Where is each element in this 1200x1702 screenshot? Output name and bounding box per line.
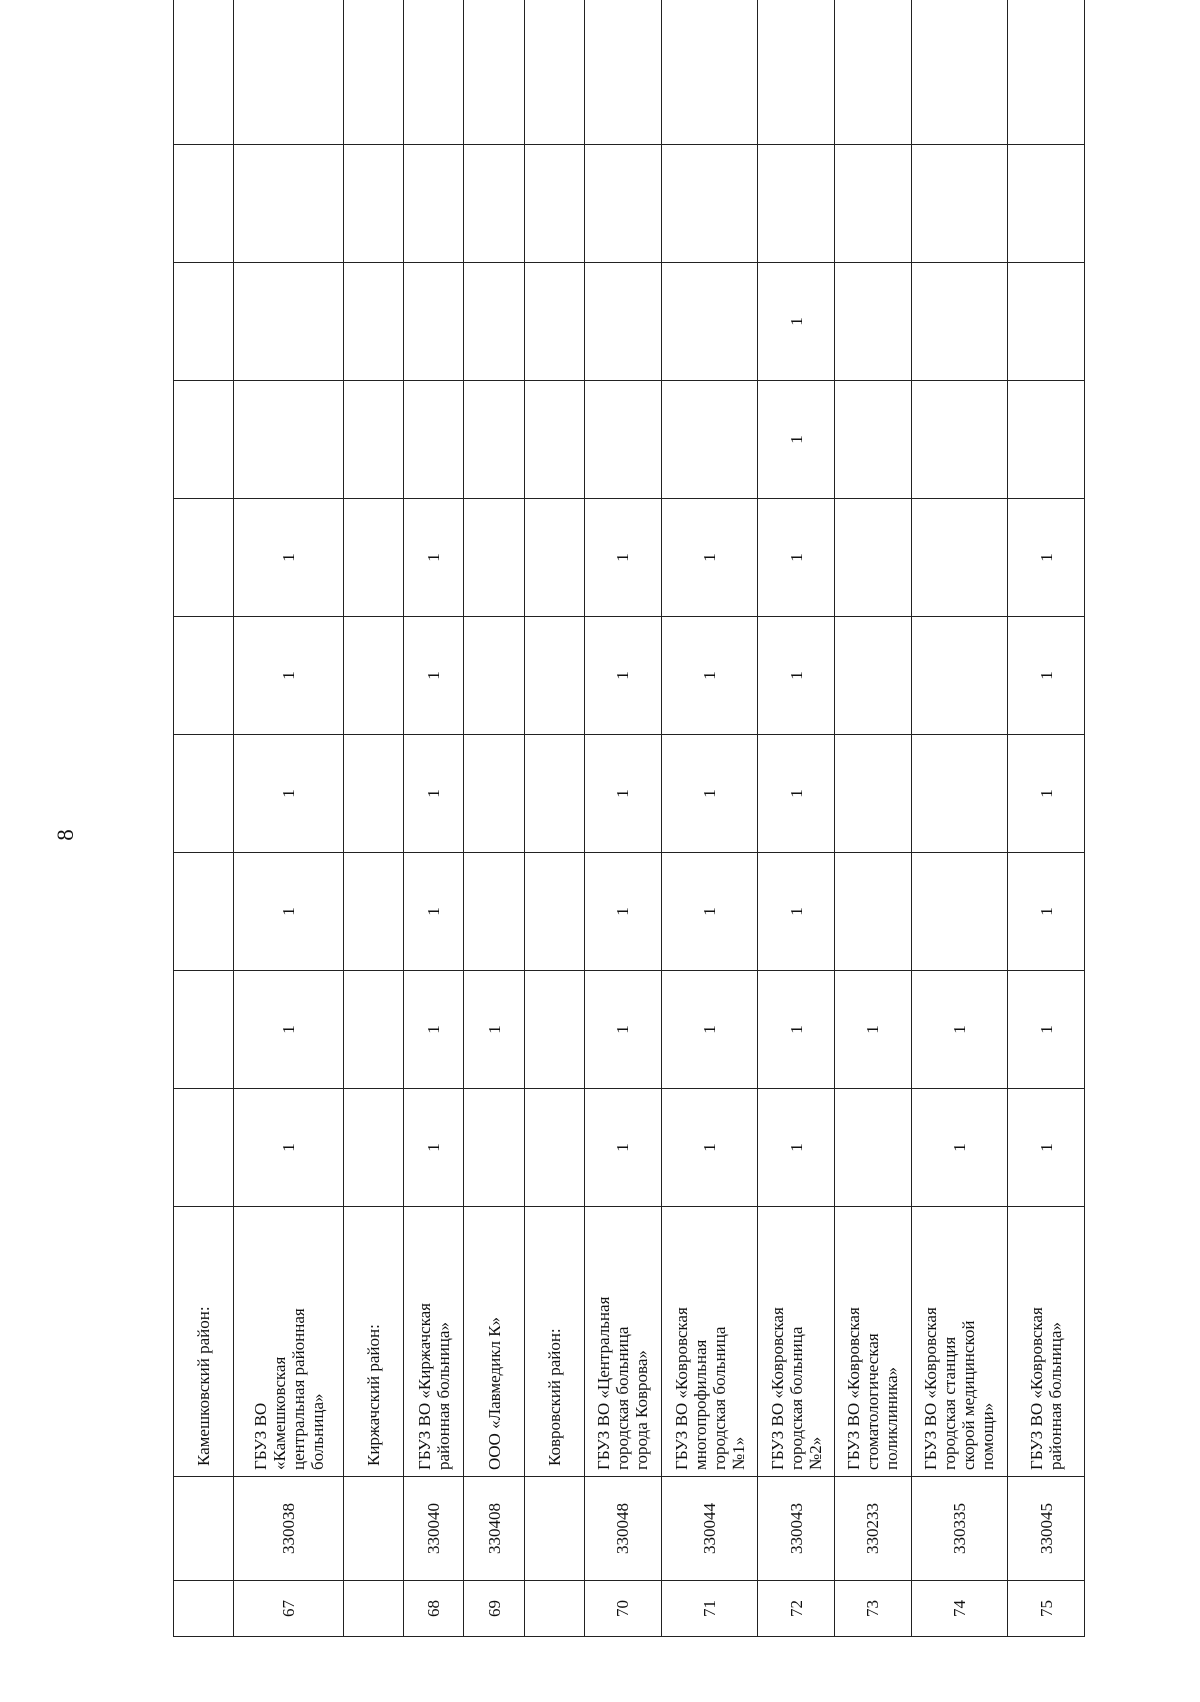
- mark-cell: [404, 0, 464, 145]
- mark-cell: [343, 617, 403, 735]
- facility-code: 330408: [464, 1477, 524, 1581]
- mark-cell: 1: [1008, 617, 1085, 735]
- mark-cell: [585, 0, 662, 145]
- mark-cell: [834, 263, 911, 381]
- mark-cell: [234, 263, 344, 381]
- mark-cell: 1: [911, 971, 1007, 1089]
- mark-cell: [234, 145, 344, 263]
- mark-cell: [234, 0, 344, 145]
- mark-cell: [174, 263, 234, 381]
- mark-cell: [234, 381, 344, 499]
- facility-name-text: ГБУЗ ВО «Камешковская центральная районная больница»: [250, 1308, 327, 1470]
- facility-code: 330043: [758, 1477, 835, 1581]
- row-number: 71: [661, 1581, 757, 1637]
- region-name: Ковровский район:: [524, 1207, 584, 1477]
- facility-name-text: ГБУЗ ВО «Ковровская районная больница»: [1027, 1307, 1066, 1470]
- facility-code: 330335: [911, 1477, 1007, 1581]
- rotated-table-frame: [173, 65, 1085, 1637]
- mark-cell: [911, 499, 1007, 617]
- mark-cell: 1: [234, 853, 344, 971]
- row-number: 69: [464, 1581, 524, 1637]
- mark-cell: 1: [758, 381, 835, 499]
- mark-cell: [174, 145, 234, 263]
- mark-cell: [911, 145, 1007, 263]
- mark-cell: [911, 263, 1007, 381]
- table-row: [464, 0, 524, 1637]
- mark-cell: 1: [404, 971, 464, 1089]
- facility-code: 330040: [404, 1477, 464, 1581]
- facility-name-text: ГБУЗ ВО «Ковровская многопрофильная городская больница №1»: [671, 1307, 748, 1470]
- mark-cell: [911, 0, 1007, 145]
- facility-name: [758, 1207, 835, 1477]
- mark-cell: 1: [585, 499, 662, 617]
- mark-cell: 1: [758, 853, 835, 971]
- row-number-cell: [174, 1581, 234, 1637]
- mark-cell: [1008, 145, 1085, 263]
- row-number: 67: [234, 1581, 344, 1637]
- mark-cell: 1: [404, 499, 464, 617]
- mark-cell: [174, 1089, 234, 1207]
- mark-cell: 1: [661, 853, 757, 971]
- mark-cell: [758, 145, 835, 263]
- mark-cell: [343, 263, 403, 381]
- table-row: [758, 0, 835, 1637]
- mark-cell: [174, 0, 234, 145]
- mark-cell: [464, 499, 524, 617]
- mark-cell: [1008, 263, 1085, 381]
- mark-cell: [524, 499, 584, 617]
- region-name: Киржачский район:: [343, 1207, 403, 1477]
- mark-cell: [464, 263, 524, 381]
- mark-cell: 1: [834, 971, 911, 1089]
- mark-cell: [524, 145, 584, 263]
- region-row: [343, 0, 403, 1637]
- mark-cell: 1: [758, 499, 835, 617]
- mark-cell: [404, 145, 464, 263]
- mark-cell: [834, 1089, 911, 1207]
- row-number: 73: [834, 1581, 911, 1637]
- mark-cell: [834, 735, 911, 853]
- facility-name-text: ООО «Лавмедикл К»: [484, 1316, 504, 1470]
- mark-cell: [464, 1089, 524, 1207]
- mark-cell: [524, 617, 584, 735]
- mark-cell: 1: [758, 617, 835, 735]
- row-number: 68: [404, 1581, 464, 1637]
- facility-name: [911, 1207, 1007, 1477]
- facility-name-text: ГБУЗ ВО «Ковровская стоматологическая поликлиника»: [844, 1307, 902, 1470]
- mark-cell: [585, 381, 662, 499]
- mark-cell: [464, 381, 524, 499]
- mark-cell: [343, 0, 403, 145]
- mark-cell: 1: [911, 1089, 1007, 1207]
- mark-cell: 1: [585, 971, 662, 1089]
- mark-cell: [174, 617, 234, 735]
- mark-cell: [343, 735, 403, 853]
- region-row: [524, 0, 584, 1637]
- mark-cell: 1: [758, 971, 835, 1089]
- mark-cell: 1: [585, 1089, 662, 1207]
- mark-cell: [464, 617, 524, 735]
- region-name: Камешковский район:: [174, 1207, 234, 1477]
- facility-name: [234, 1207, 344, 1477]
- mark-cell: [834, 499, 911, 617]
- rotated-table-content: [173, 65, 1085, 1637]
- facility-name: [661, 1207, 757, 1477]
- facility-code: 330045: [1008, 1477, 1085, 1581]
- mark-cell: 1: [758, 263, 835, 381]
- mark-cell: [524, 971, 584, 1089]
- mark-cell: 1: [758, 1089, 835, 1207]
- mark-cell: [524, 0, 584, 145]
- facility-name: [585, 1207, 662, 1477]
- row-number: 70: [585, 1581, 662, 1637]
- mark-cell: 1: [234, 617, 344, 735]
- mark-cell: 1: [585, 735, 662, 853]
- table-row: [234, 0, 344, 1637]
- mark-cell: [524, 853, 584, 971]
- mark-cell: [174, 971, 234, 1089]
- mark-cell: 1: [234, 499, 344, 617]
- facility-name-text: ГБУЗ ВО «Ковровская городская станция скорой медицинской помощи»: [921, 1307, 998, 1470]
- mark-cell: [174, 499, 234, 617]
- mark-cell: 1: [661, 971, 757, 1089]
- facility-name: [464, 1207, 524, 1477]
- mark-cell: [911, 617, 1007, 735]
- mark-cell: 1: [404, 853, 464, 971]
- mark-cell: 1: [1008, 735, 1085, 853]
- mark-cell: [343, 853, 403, 971]
- mark-cell: 1: [404, 735, 464, 853]
- mark-cell: [1008, 0, 1085, 145]
- mark-cell: [343, 499, 403, 617]
- mark-cell: [911, 381, 1007, 499]
- mark-cell: [404, 263, 464, 381]
- mark-cell: 1: [234, 735, 344, 853]
- table-row: [834, 0, 911, 1637]
- mark-cell: [464, 853, 524, 971]
- row-number-cell: [343, 1581, 403, 1637]
- mark-cell: [834, 381, 911, 499]
- mark-cell: [661, 0, 757, 145]
- mark-cell: [404, 381, 464, 499]
- mark-cell: [834, 853, 911, 971]
- table-row: [911, 0, 1007, 1637]
- facility-name: [404, 1207, 464, 1477]
- table-row: [661, 0, 757, 1637]
- mark-cell: 1: [661, 735, 757, 853]
- mark-cell: 1: [661, 499, 757, 617]
- mark-cell: [1008, 381, 1085, 499]
- mark-cell: 1: [404, 617, 464, 735]
- mark-cell: [524, 381, 584, 499]
- code-cell: [174, 1477, 234, 1581]
- row-number: 72: [758, 1581, 835, 1637]
- facility-code: 330048: [585, 1477, 662, 1581]
- mark-cell: [174, 381, 234, 499]
- facility-code: 330233: [834, 1477, 911, 1581]
- mark-cell: [343, 1089, 403, 1207]
- table-row: [1008, 0, 1085, 1637]
- mark-cell: [661, 145, 757, 263]
- mark-cell: [834, 617, 911, 735]
- region-row: [174, 0, 234, 1637]
- facility-code: 330038: [234, 1477, 344, 1581]
- mark-cell: 1: [758, 735, 835, 853]
- mark-cell: 1: [234, 1089, 344, 1207]
- mark-cell: 1: [585, 617, 662, 735]
- mark-cell: 1: [585, 853, 662, 971]
- facility-name-text: ГБУЗ ВО «Ковровская городская больница №2»: [767, 1307, 825, 1470]
- mark-cell: 1: [1008, 853, 1085, 971]
- mark-cell: 1: [404, 1089, 464, 1207]
- mark-cell: [758, 0, 835, 145]
- mark-cell: [464, 145, 524, 263]
- mark-cell: [343, 145, 403, 263]
- mark-cell: [343, 971, 403, 1089]
- facility-name-text: ГБУЗ ВО «Центральная городская больница города Коврова»: [594, 1296, 652, 1470]
- facility-name: [1008, 1207, 1085, 1477]
- mark-cell: [661, 263, 757, 381]
- code-cell: [524, 1477, 584, 1581]
- facility-name: [834, 1207, 911, 1477]
- mark-cell: [585, 145, 662, 263]
- mark-cell: 1: [1008, 1089, 1085, 1207]
- table-row: [585, 0, 662, 1637]
- facility-code: 330044: [661, 1477, 757, 1581]
- mark-cell: [174, 735, 234, 853]
- mark-cell: [343, 381, 403, 499]
- mark-cell: [911, 735, 1007, 853]
- page-number: 8: [53, 829, 78, 841]
- mark-cell: [524, 263, 584, 381]
- mark-cell: [174, 853, 234, 971]
- mark-cell: 1: [661, 617, 757, 735]
- mark-cell: 1: [1008, 971, 1085, 1089]
- mark-cell: [464, 735, 524, 853]
- mark-cell: 1: [1008, 499, 1085, 617]
- table-row: [404, 0, 464, 1637]
- mark-cell: [524, 735, 584, 853]
- mark-cell: [911, 853, 1007, 971]
- mark-cell: [464, 0, 524, 145]
- mark-cell: 1: [234, 971, 344, 1089]
- code-cell: [343, 1477, 403, 1581]
- mark-cell: [524, 1089, 584, 1207]
- mark-cell: 1: [464, 971, 524, 1089]
- mark-cell: [661, 381, 757, 499]
- facility-table: [173, 0, 1085, 1637]
- row-number-cell: [524, 1581, 584, 1637]
- row-number: 75: [1008, 1581, 1085, 1637]
- row-number: 74: [911, 1581, 1007, 1637]
- mark-cell: 1: [661, 1089, 757, 1207]
- facility-name-text: ГБУЗ ВО «Киржачская районная больница»: [414, 1303, 453, 1470]
- mark-cell: [834, 0, 911, 145]
- mark-cell: [585, 263, 662, 381]
- mark-cell: [834, 145, 911, 263]
